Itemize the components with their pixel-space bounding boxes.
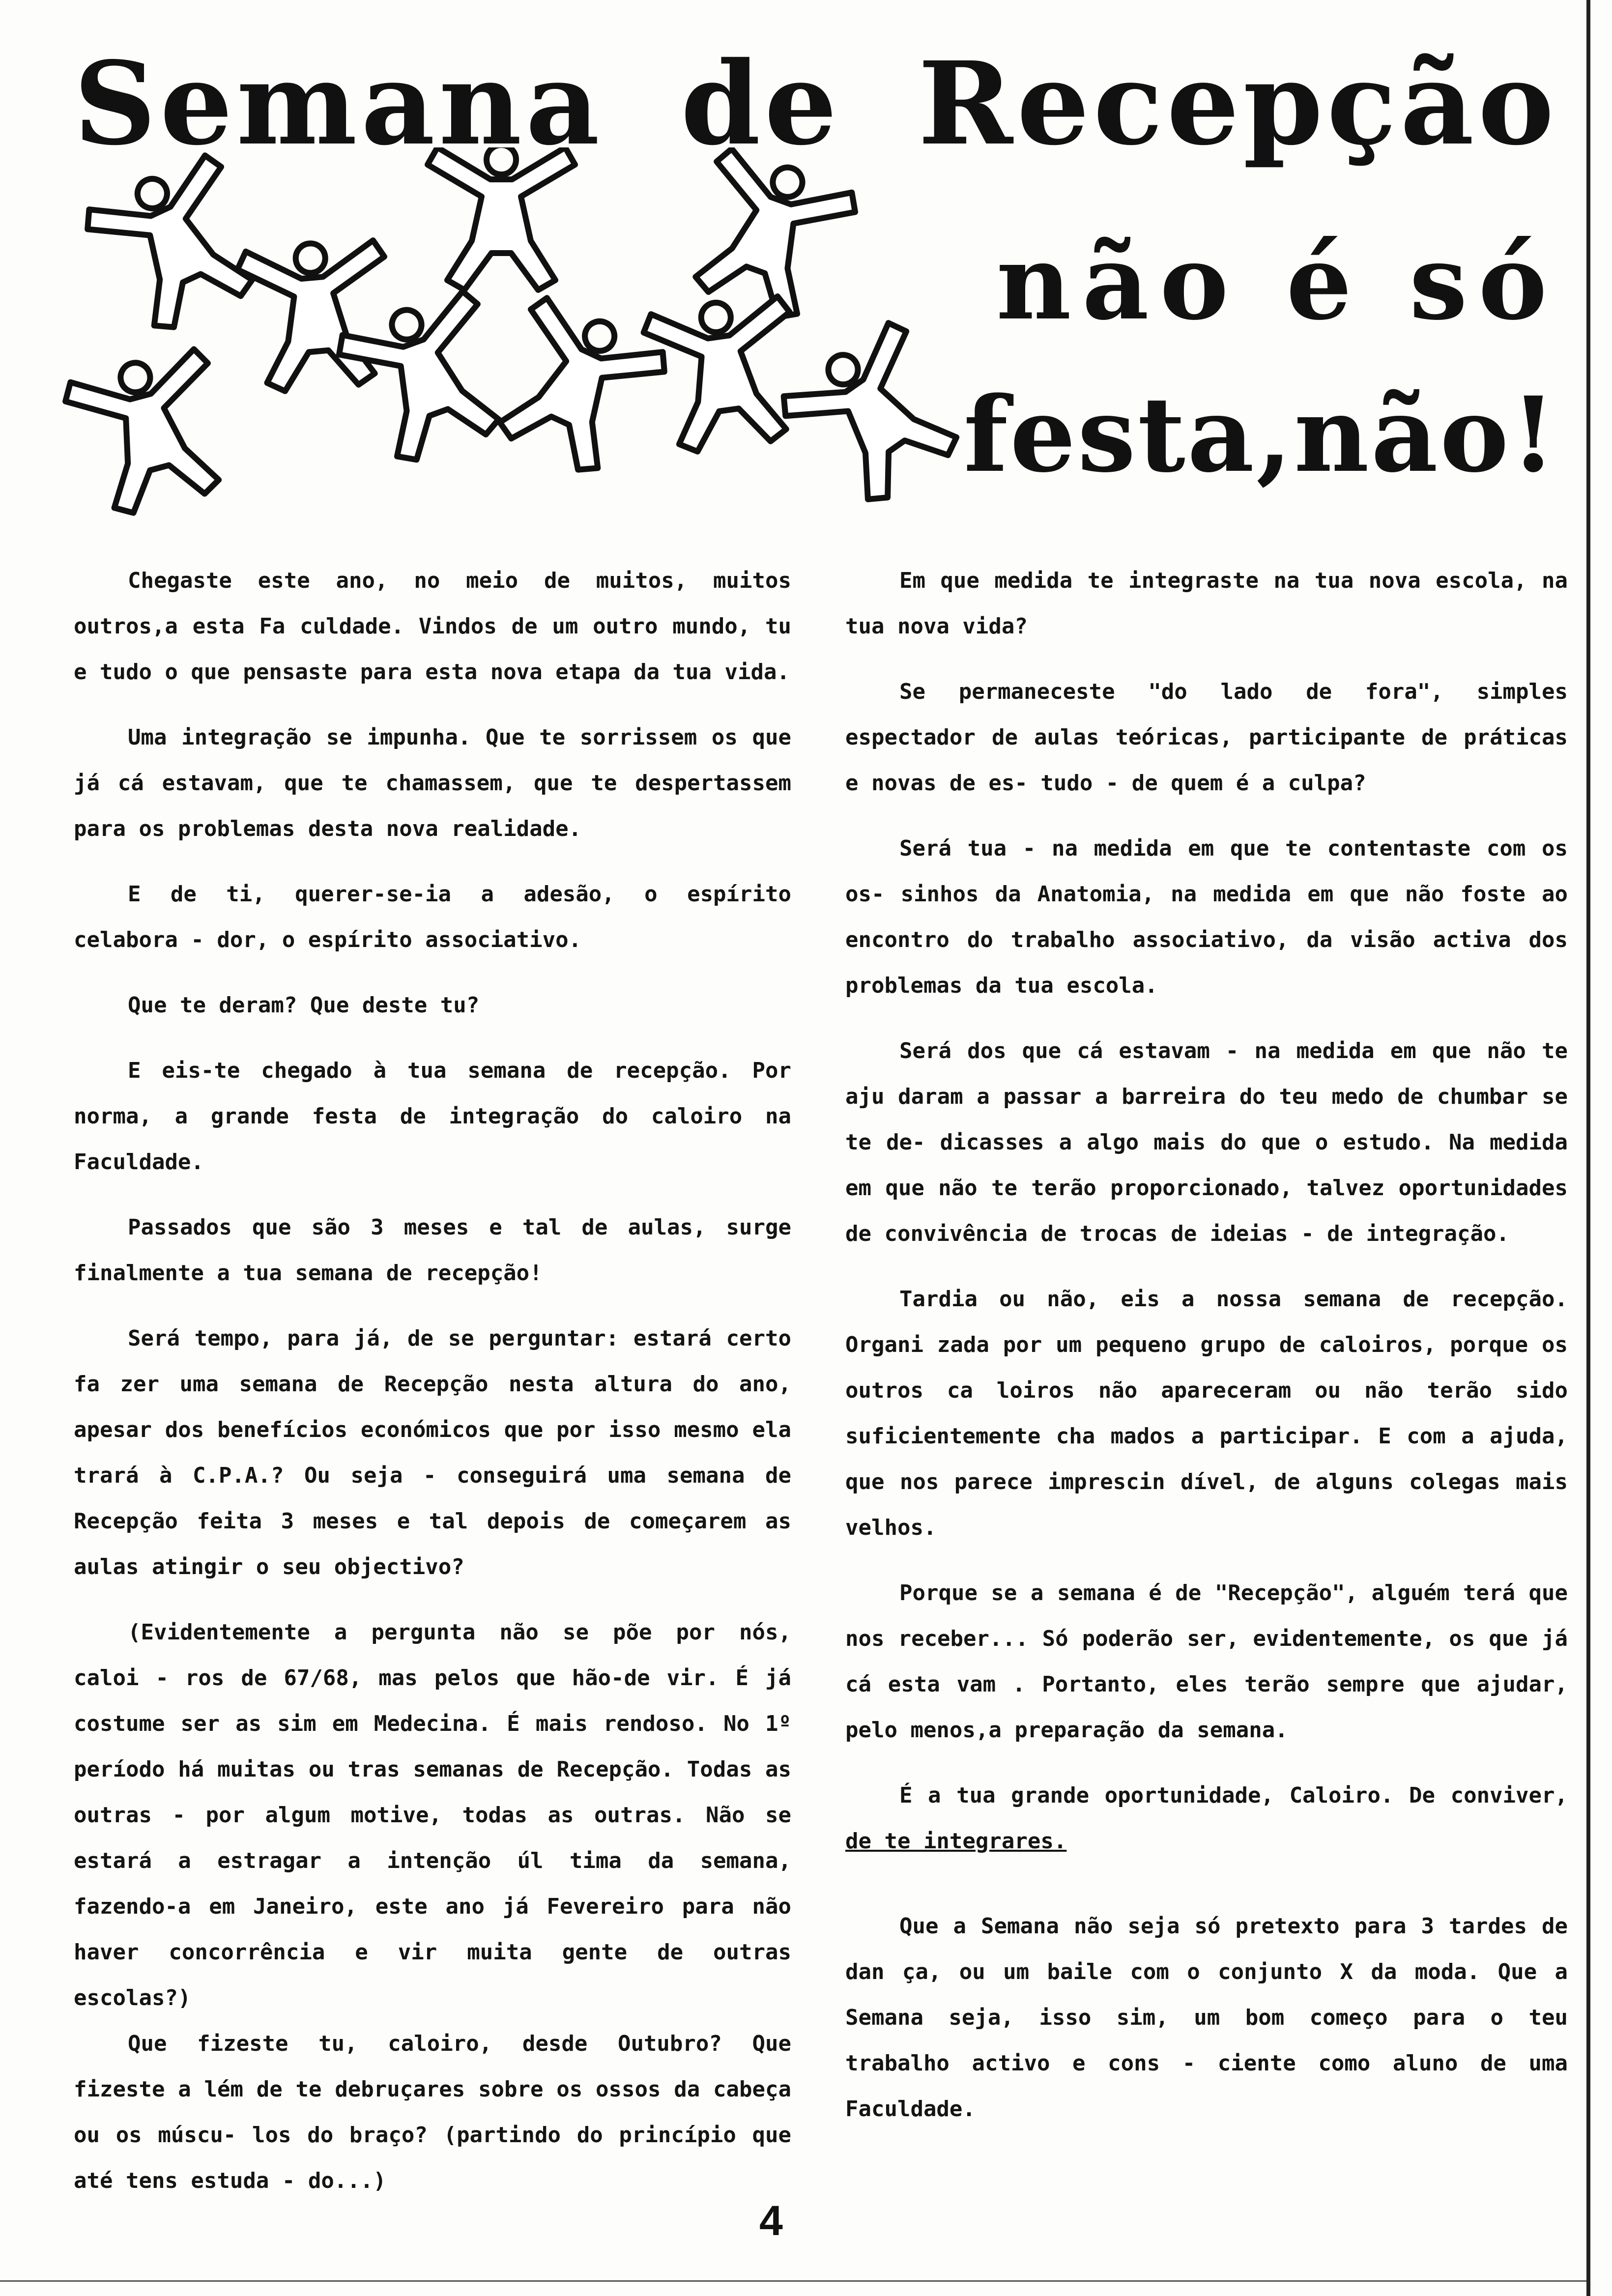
left-paragraph-4: Que te deram? Que deste tu? (128, 993, 480, 1018)
figure-6 (478, 291, 673, 485)
dancing-figures-illustration (59, 147, 993, 521)
left-paragraph-7: Será tempo, para já, de se perguntar: estará certo fa zer uma semana de Recepção nesta altura do ano, apesar dos benefícios económicos que por isso mesmo ela trará à C.P.A.? Ou seja - conseguirá uma semana de Recepção feita 3 meses e tal depois de começarem as aulas atingir o seu objectivo? (74, 1326, 791, 1579)
closing-underlined-text: de te integrares. (845, 1829, 1067, 1854)
title-line-1 (74, 36, 1558, 171)
left-paragraph-2: Uma integração se impunha. Que te sorrissem os que já cá estavam, que te chamassem, que te despertassem para os problemas desta nova realidade. (74, 725, 791, 841)
right-paragraph-1: Em que medida te integraste na tua nova escola, na tua nova vida? (845, 568, 1568, 639)
right-paragraph-3: Será tua - na medida em que te contentaste com os os- sinhos da Anatomia, na medida em que não foste ao encontro do trabalho associativo, da visão activa dos problemas da tua escola. (845, 836, 1568, 998)
figure-8 (60, 344, 240, 521)
figure-2 (428, 147, 575, 290)
right-paragraph-2: Se permaneceste "do lado de fora", simples espectador de aulas teóricas, participante de práticas e novas de es- tudo - de quem é a culpa? (845, 679, 1568, 796)
title-word-semana: Semana (74, 36, 604, 171)
left-paragraph-5: E eis-te chegado à tua semana de recepção. Por norma, a grande festa de integração do caloiro na Faculdade. (74, 1058, 791, 1175)
right-paragraph-5: Tardia ou não, eis a nossa semana de recepção. Organi zada por um pequeno grupo de caloiros, porque os outros ca loiros não apareceram ou não terão sido suficientemente cha mados a participar. E com a ajuda, que nos parece imprescin dível, de alguns colegas mais velhos. (845, 1287, 1568, 1540)
page-edge-border (1586, 0, 1590, 2296)
figure-9 (774, 316, 978, 519)
right-paragraph-4: Será dos que cá estavam - na medida em que não te aju daram a passar a barreira do teu medo de chumbar se te de- dicasses a algo mais do que o estudo. Na medida em que não te terão proporcionado, talvez oportunidades de convivência de trocas de ideias - de integração. (845, 1038, 1568, 1246)
page-number: 4 (759, 2197, 783, 2244)
title-word-recepcao: Recepção (918, 36, 1558, 171)
right-final-paragraph: Que a Semana não seja só pretexto para 3 tardes de dan ça, ou um baile com o conjunto X da moda. Que a Semana seja, isso sim, um bom começo para o teu trabalho activo e cons - ciente como aluno de uma Faculdade. (845, 1914, 1568, 2122)
title-line-2: não é só (996, 222, 1558, 343)
page-bottom-rule (0, 2280, 1586, 2282)
left-paragraph-6: Passados que são 3 meses e tal de aulas, surge finalmente a tua semana de recepção! (74, 1215, 791, 1286)
right-paragraph-6: Porque se a semana é de "Recepção", alguém terá que nos receber... Só poderão ser, evidentemente, os que já cá esta vam . Portanto, eles terão sempre que ajudar, pelo menos,a preparação da semana. (845, 1580, 1568, 1743)
figure-7 (641, 292, 807, 457)
title-line-3: festa,não! (963, 374, 1558, 495)
figure-1 (79, 149, 274, 343)
right-column (845, 558, 1568, 2132)
left-paragraph-8: (Evidentemente a pergunta não se põe por nós, caloi - ros de 67/68, mas pelos que hão-de vir. É já costume ser as sim em Medecina. É mais rendoso. No 1º período há muitas ou tras semanas de Recepção. Todas as outras - por algum motive, todas as outras. Não se estará a estragar a intenção úl tima da semana, fazendo-a em Janeiro, este ano já Fevereiro para não haver concorrência e vir muita gente de outras escolas?) (74, 1620, 791, 2010)
closing-text: É a tua grande oportunidade, Caloiro. De conviver, (899, 1783, 1568, 1808)
left-paragraph-1: Chegaste este ano, no meio de muitos, muitos outros,a esta Fa culdade. Vindos de um outro mundo, tu e tudo o que pensaste para esta nova etapa da tua vida. (74, 568, 791, 685)
left-column (74, 558, 791, 2204)
left-paragraph-9: Que fizeste tu, caloiro, desde Outubro? Que fizeste a lém de te debruçares sobre os ossos da cabeça ou os múscu- los do braço? (partindo do princípio que até tens estuda - do...) (74, 2031, 791, 2193)
right-closing-paragraph (845, 1773, 1568, 1864)
figure-4 (236, 237, 396, 394)
title-word-de: de (681, 36, 841, 171)
left-paragraph-3: E de ti, querer-se-ia a adesão, o espírito celabora - dor, o espírito associativo. (74, 882, 791, 952)
